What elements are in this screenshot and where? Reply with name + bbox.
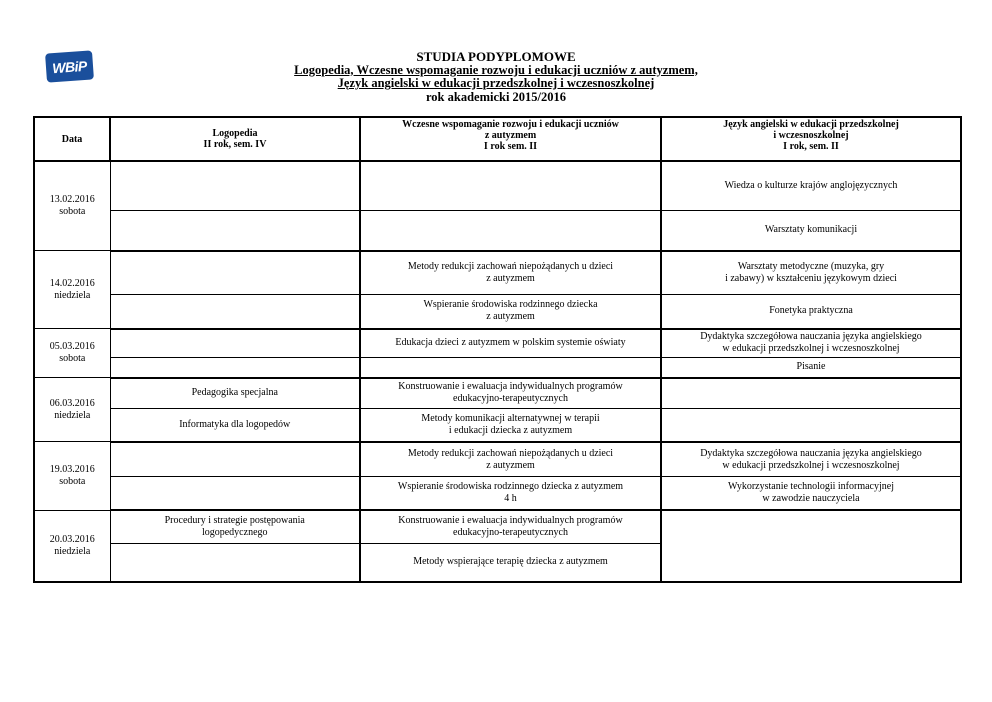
autism-cell: Metody komunikacji alternatywnej w terapii i edukacji dziecka z autyzmem <box>360 408 661 442</box>
english-cell: Warsztaty komunikacji <box>661 210 961 251</box>
autism-cell: Konstruowanie i ewaluacja indywidualnych programów edukacyjno-terapeutycznych <box>360 510 661 543</box>
logopedia-cell <box>110 543 360 582</box>
autism-cell <box>360 357 661 377</box>
english-cell: Dydaktyka szczegółowa nauczania języka angielskiego w edukacji przedszkolnej i wczesnoszkolnej <box>661 329 961 358</box>
table-row <box>34 408 961 442</box>
logopedia-cell <box>110 210 360 251</box>
logopedia-cell <box>110 477 360 511</box>
autism-cell: Edukacja dzieci z autyzmem w polskim systemie oświaty <box>360 329 661 358</box>
date-cell <box>34 378 110 442</box>
english-cell: Fonetyka praktyczna <box>661 295 961 329</box>
table-row <box>34 510 961 543</box>
header-programs-line1: Logopedia, Wczesne wspomaganie rozwoju i edukacji uczniów z autyzmem, <box>294 62 698 77</box>
english-cell <box>661 510 961 582</box>
autism-cell: Konstruowanie i ewaluacja indywidualnych programów edukacyjno-terapeutycznych <box>360 378 661 409</box>
logopedia-cell: Procedury i strategie postępowania logopedycznego <box>110 510 360 543</box>
english-cell <box>661 408 961 442</box>
header-programs-line2: Język angielski w edukacji przedszkolnej i wczesnoszkolnej <box>337 76 655 90</box>
english-cell: Wykorzystanie technologii informacyjnej w zawodzie nauczyciela <box>661 477 961 511</box>
logopedia-cell <box>110 251 360 295</box>
schedule-table <box>33 116 962 583</box>
logopedia-cell <box>110 357 360 377</box>
date-cell <box>34 510 110 582</box>
table-row <box>34 251 961 295</box>
table-row <box>34 477 961 511</box>
autism-cell: Wspieranie środowiska rodzinnego dziecka z autyzmem 4 h <box>360 477 661 511</box>
autism-cell: Metody redukcji zachowań niepożądanych u dzieci z autyzmem <box>360 251 661 295</box>
table-row <box>34 161 961 210</box>
english-cell: Wiedza o kulturze krajów anglojęzycznych <box>661 161 961 210</box>
column-header-logopedia: Logopedia II rok, sem. IV <box>110 117 360 161</box>
logopedia-cell <box>110 295 360 329</box>
logo-text: WBiP <box>51 57 88 76</box>
table-row <box>34 442 961 477</box>
date-value: 13.02.2016 <box>49 194 95 206</box>
logopedia-cell: Pedagogika specjalna <box>110 378 360 409</box>
weekday-value: sobota <box>59 353 86 365</box>
column-header-date: Data <box>34 117 110 161</box>
date-value: 19.03.2016 <box>49 464 95 476</box>
table-row <box>34 357 961 377</box>
logopedia-cell <box>110 442 360 477</box>
header-academic-year: rok akademicki 2015/2016 <box>425 89 567 104</box>
table-row <box>34 378 961 409</box>
table-row <box>34 329 961 358</box>
autism-cell <box>360 210 661 251</box>
date-cell <box>34 442 110 510</box>
date-value: 06.03.2016 <box>49 397 95 409</box>
weekday-value: niedziela <box>54 289 91 301</box>
document-header <box>0 50 992 104</box>
weekday-value: niedziela <box>54 545 91 557</box>
weekday-value: sobota <box>59 476 86 488</box>
autism-cell <box>360 161 661 210</box>
table-row <box>34 210 961 251</box>
date-cell <box>34 161 110 251</box>
english-cell <box>661 378 961 409</box>
english-cell: Pisanie <box>661 357 961 377</box>
date-cell <box>34 251 110 329</box>
english-cell: Warsztaty metodyczne (muzyka, gry i zabawy) w kształceniu językowym dzieci <box>661 251 961 295</box>
logopedia-cell <box>110 329 360 358</box>
date-value: 05.03.2016 <box>49 341 95 353</box>
date-value: 20.03.2016 <box>49 533 95 545</box>
logopedia-cell: Informatyka dla logopedów <box>110 408 360 442</box>
weekday-value: niedziela <box>54 409 91 421</box>
table-header-row <box>34 117 961 161</box>
autism-cell: Wspieranie środowiska rodzinnego dziecka z autyzmem <box>360 295 661 329</box>
weekday-value: sobota <box>59 206 86 218</box>
autism-cell: Metody redukcji zachowań niepożądanych u dzieci z autyzmem <box>360 442 661 477</box>
column-header-autism: Wczesne wspomaganie rozwoju i edukacji uczniów z autyzmem I rok sem. II <box>360 117 661 161</box>
column-header-english: Język angielski w edukacji przedszkolnej i wczesnoszkolnej I rok, sem. II <box>661 117 961 161</box>
logopedia-cell <box>110 161 360 210</box>
autism-cell: Metody wspierające terapię dziecka z autyzmem <box>360 543 661 582</box>
date-value: 14.02.2016 <box>49 277 95 289</box>
date-cell <box>34 329 110 378</box>
header-title: STUDIA PODYPLOMOWE <box>416 49 576 64</box>
table-row <box>34 295 961 329</box>
english-cell: Dydaktyka szczegółowa nauczania języka angielskiego w edukacji przedszkolnej i wczesnoszkolnej <box>661 442 961 477</box>
